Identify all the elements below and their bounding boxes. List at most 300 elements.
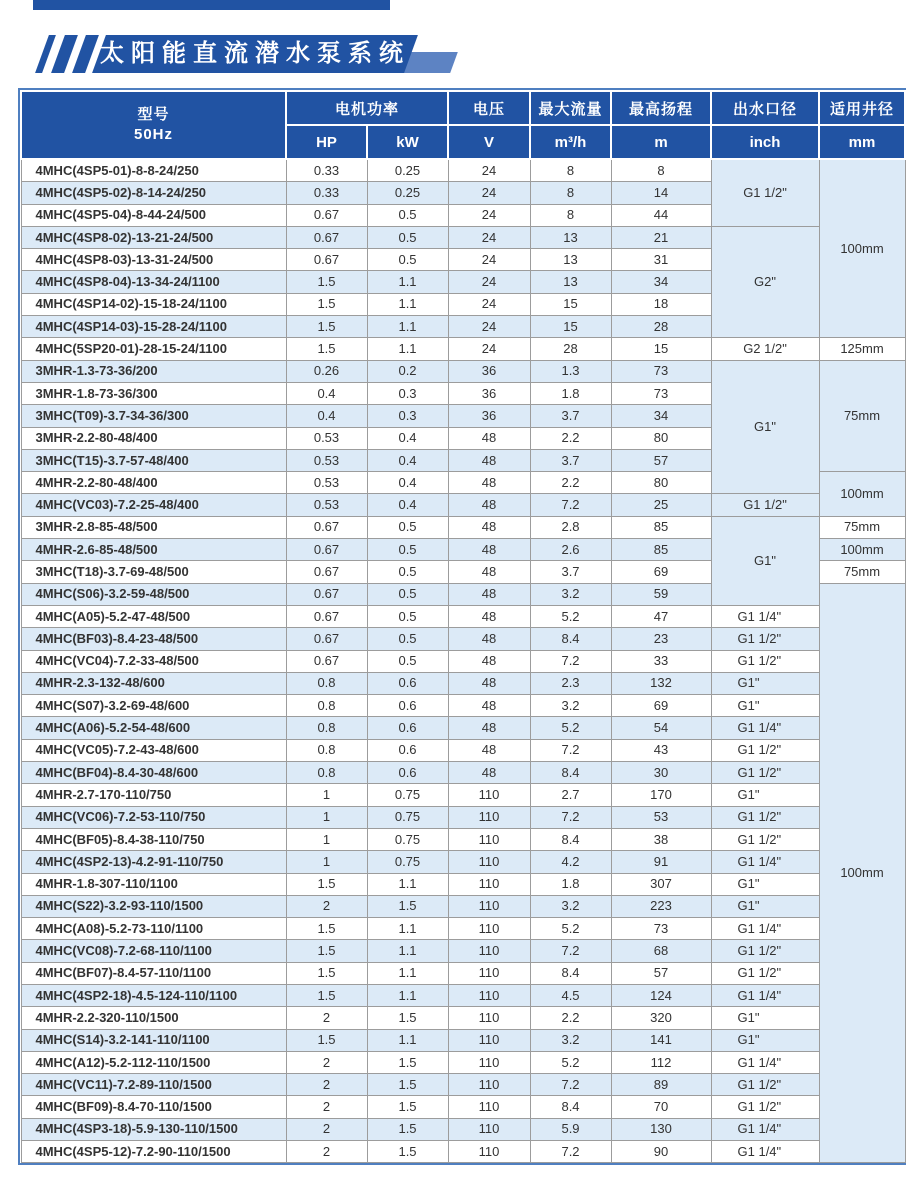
model-cell: 4MHC(4SP14-02)-15-18-24/1100 bbox=[21, 293, 286, 315]
table-row bbox=[21, 338, 905, 360]
hp-cell: 0.4 bbox=[286, 405, 367, 427]
table-row bbox=[21, 1141, 905, 1163]
kw-cell: 1.5 bbox=[367, 1051, 448, 1073]
hp-cell: 1 bbox=[286, 784, 367, 806]
model-cell: 4MHC(VC06)-7.2-53-110/750 bbox=[21, 806, 286, 828]
kw-cell: 0.6 bbox=[367, 695, 448, 717]
model-cell: 4MHC(BF03)-8.4-23-48/500 bbox=[21, 628, 286, 650]
hp-cell: 1.5 bbox=[286, 962, 367, 984]
head-cell: 73 bbox=[611, 918, 711, 940]
flow-cell: 2.7 bbox=[530, 784, 611, 806]
kw-cell: 0.6 bbox=[367, 739, 448, 761]
head-cell: 85 bbox=[611, 516, 711, 538]
kw-cell: 1.5 bbox=[367, 1096, 448, 1118]
page-banner bbox=[0, 35, 520, 73]
head-cell: 21 bbox=[611, 226, 711, 248]
hp-cell: 1.5 bbox=[286, 918, 367, 940]
voltage-cell: 110 bbox=[448, 918, 530, 940]
voltage-cell: 110 bbox=[448, 1074, 530, 1096]
voltage-cell: 110 bbox=[448, 873, 530, 895]
header-unit-m: m bbox=[611, 125, 711, 159]
hp-cell: 0.33 bbox=[286, 159, 367, 182]
table-row bbox=[21, 851, 905, 873]
model-cell: 4MHC(A08)-5.2-73-110/1100 bbox=[21, 918, 286, 940]
hp-cell: 1.5 bbox=[286, 873, 367, 895]
model-cell: 4MHR-1.8-307-110/1100 bbox=[21, 873, 286, 895]
voltage-cell: 48 bbox=[448, 516, 530, 538]
model-cell: 4MHC(A05)-5.2-47-48/500 bbox=[21, 605, 286, 627]
voltage-cell: 110 bbox=[448, 1096, 530, 1118]
header-unit-m3h: m³/h bbox=[530, 125, 611, 159]
table-row bbox=[21, 806, 905, 828]
flow-cell: 1.8 bbox=[530, 873, 611, 895]
well-cell: 75mm bbox=[819, 360, 905, 471]
flow-cell: 3.7 bbox=[530, 561, 611, 583]
voltage-cell: 48 bbox=[448, 472, 530, 494]
hp-cell: 0.67 bbox=[286, 650, 367, 672]
head-cell: 54 bbox=[611, 717, 711, 739]
header-well-diameter: 适用井径 bbox=[819, 91, 905, 125]
head-cell: 38 bbox=[611, 828, 711, 850]
voltage-cell: 110 bbox=[448, 895, 530, 917]
kw-cell: 0.5 bbox=[367, 561, 448, 583]
head-cell: 59 bbox=[611, 583, 711, 605]
table-row bbox=[21, 605, 905, 627]
hp-cell: 1.5 bbox=[286, 984, 367, 1006]
voltage-cell: 48 bbox=[448, 762, 530, 784]
header-motor-power: 电机功率 bbox=[286, 91, 448, 125]
hp-cell: 0.67 bbox=[286, 583, 367, 605]
table-row bbox=[21, 828, 905, 850]
hp-cell: 0.67 bbox=[286, 516, 367, 538]
voltage-cell: 48 bbox=[448, 717, 530, 739]
well-cell: 75mm bbox=[819, 516, 905, 538]
voltage-cell: 48 bbox=[448, 539, 530, 561]
flow-cell: 2.2 bbox=[530, 472, 611, 494]
head-cell: 30 bbox=[611, 762, 711, 784]
voltage-cell: 24 bbox=[448, 249, 530, 271]
outlet-cell: G1 1/2" bbox=[711, 739, 819, 761]
flow-cell: 7.2 bbox=[530, 1074, 611, 1096]
hp-cell: 0.4 bbox=[286, 382, 367, 404]
flow-cell: 8 bbox=[530, 204, 611, 226]
head-cell: 170 bbox=[611, 784, 711, 806]
head-cell: 14 bbox=[611, 182, 711, 204]
kw-cell: 0.6 bbox=[367, 672, 448, 694]
header-model-frequency: 50Hz bbox=[133, 126, 174, 143]
table-row bbox=[21, 895, 905, 917]
voltage-cell: 110 bbox=[448, 828, 530, 850]
head-cell: 44 bbox=[611, 204, 711, 226]
hp-cell: 0.53 bbox=[286, 427, 367, 449]
table-row bbox=[21, 984, 905, 1006]
hp-cell: 2 bbox=[286, 1118, 367, 1140]
well-cell: 100mm bbox=[819, 159, 905, 338]
head-cell: 15 bbox=[611, 338, 711, 360]
model-cell: 4MHC(4SP5-01)-8-8-24/250 bbox=[21, 159, 286, 182]
header-max-flow: 最大流量 bbox=[530, 91, 611, 125]
kw-cell: 1.1 bbox=[367, 293, 448, 315]
outlet-cell: G1 1/2" bbox=[711, 628, 819, 650]
kw-cell: 0.5 bbox=[367, 650, 448, 672]
voltage-cell: 48 bbox=[448, 605, 530, 627]
kw-cell: 0.5 bbox=[367, 249, 448, 271]
hp-cell: 1.5 bbox=[286, 293, 367, 315]
kw-cell: 0.75 bbox=[367, 784, 448, 806]
model-cell: 3MHR-2.8-85-48/500 bbox=[21, 516, 286, 538]
flow-cell: 7.2 bbox=[530, 494, 611, 516]
flow-cell: 8.4 bbox=[530, 1096, 611, 1118]
kw-cell: 0.25 bbox=[367, 182, 448, 204]
voltage-cell: 48 bbox=[448, 583, 530, 605]
voltage-cell: 110 bbox=[448, 1118, 530, 1140]
outlet-cell: G1 1/2" bbox=[711, 828, 819, 850]
head-cell: 53 bbox=[611, 806, 711, 828]
head-cell: 112 bbox=[611, 1051, 711, 1073]
voltage-cell: 110 bbox=[448, 1007, 530, 1029]
table-row bbox=[21, 695, 905, 717]
model-cell: 4MHC(4SP8-04)-13-34-24/1100 bbox=[21, 271, 286, 293]
hp-cell: 0.67 bbox=[286, 204, 367, 226]
flow-cell: 4.2 bbox=[530, 851, 611, 873]
top-accent-bar bbox=[33, 0, 390, 10]
voltage-cell: 110 bbox=[448, 940, 530, 962]
head-cell: 141 bbox=[611, 1029, 711, 1051]
kw-cell: 0.4 bbox=[367, 427, 448, 449]
model-cell: 4MHR-2.2-80-48/400 bbox=[21, 472, 286, 494]
head-cell: 68 bbox=[611, 940, 711, 962]
page-title: 太阳能直流潜水泵系统 bbox=[100, 40, 410, 67]
model-cell: 4MHC(VC11)-7.2-89-110/1500 bbox=[21, 1074, 286, 1096]
model-cell: 4MHC(S06)-3.2-59-48/500 bbox=[21, 583, 286, 605]
voltage-cell: 48 bbox=[448, 628, 530, 650]
hp-cell: 0.53 bbox=[286, 472, 367, 494]
outlet-cell: G1" bbox=[711, 695, 819, 717]
voltage-cell: 110 bbox=[448, 806, 530, 828]
hp-cell: 0.8 bbox=[286, 672, 367, 694]
kw-cell: 1.5 bbox=[367, 1141, 448, 1163]
table-row bbox=[21, 762, 905, 784]
flow-cell: 8 bbox=[530, 159, 611, 182]
voltage-cell: 110 bbox=[448, 1141, 530, 1163]
outlet-cell: G1" bbox=[711, 672, 819, 694]
hp-cell: 1 bbox=[286, 806, 367, 828]
outlet-cell: G1 1/2" bbox=[711, 806, 819, 828]
kw-cell: 0.75 bbox=[367, 828, 448, 850]
outlet-cell: G1 1/2" bbox=[711, 1096, 819, 1118]
outlet-cell: G1" bbox=[711, 873, 819, 895]
flow-cell: 3.2 bbox=[530, 895, 611, 917]
voltage-cell: 24 bbox=[448, 159, 530, 182]
head-cell: 320 bbox=[611, 1007, 711, 1029]
head-cell: 34 bbox=[611, 271, 711, 293]
model-cell: 4MHC(4SP2-13)-4.2-91-110/750 bbox=[21, 851, 286, 873]
head-cell: 23 bbox=[611, 628, 711, 650]
model-cell: 4MHC(BF07)-8.4-57-110/1100 bbox=[21, 962, 286, 984]
outlet-cell: G1 1/4" bbox=[711, 605, 819, 627]
kw-cell: 0.4 bbox=[367, 472, 448, 494]
outlet-cell: G1 1/4" bbox=[711, 1118, 819, 1140]
flow-cell: 5.2 bbox=[530, 605, 611, 627]
model-cell: 4MHC(VC05)-7.2-43-48/600 bbox=[21, 739, 286, 761]
kw-cell: 1.1 bbox=[367, 316, 448, 338]
kw-cell: 0.5 bbox=[367, 539, 448, 561]
outlet-cell: G1" bbox=[711, 1029, 819, 1051]
hp-cell: 0.8 bbox=[286, 762, 367, 784]
head-cell: 69 bbox=[611, 561, 711, 583]
model-cell: 4MHC(BF04)-8.4-30-48/600 bbox=[21, 762, 286, 784]
kw-cell: 1.5 bbox=[367, 1007, 448, 1029]
hp-cell: 0.8 bbox=[286, 739, 367, 761]
table-row bbox=[21, 516, 905, 538]
voltage-cell: 48 bbox=[448, 695, 530, 717]
table-row bbox=[21, 672, 905, 694]
model-cell: 4MHC(4SP14-03)-15-28-24/1100 bbox=[21, 316, 286, 338]
voltage-cell: 110 bbox=[448, 851, 530, 873]
outlet-cell: G1" bbox=[711, 360, 819, 494]
model-cell: 4MHC(VC04)-7.2-33-48/500 bbox=[21, 650, 286, 672]
table-row bbox=[21, 873, 905, 895]
head-cell: 69 bbox=[611, 695, 711, 717]
model-cell: 4MHC(4SP8-02)-13-21-24/500 bbox=[21, 226, 286, 248]
model-cell: 4MHC(BF05)-8.4-38-110/750 bbox=[21, 828, 286, 850]
outlet-cell: G1" bbox=[711, 516, 819, 605]
model-cell: 4MHR-2.7-170-110/750 bbox=[21, 784, 286, 806]
hp-cell: 1 bbox=[286, 828, 367, 850]
kw-cell: 1.1 bbox=[367, 962, 448, 984]
head-cell: 85 bbox=[611, 539, 711, 561]
hp-cell: 1.5 bbox=[286, 1029, 367, 1051]
voltage-cell: 24 bbox=[448, 293, 530, 315]
kw-cell: 1.1 bbox=[367, 940, 448, 962]
voltage-cell: 24 bbox=[448, 316, 530, 338]
header-voltage: 电压 bbox=[448, 91, 530, 125]
voltage-cell: 110 bbox=[448, 784, 530, 806]
kw-cell: 0.5 bbox=[367, 516, 448, 538]
flow-cell: 2.3 bbox=[530, 672, 611, 694]
flow-cell: 8.4 bbox=[530, 762, 611, 784]
voltage-cell: 24 bbox=[448, 204, 530, 226]
head-cell: 70 bbox=[611, 1096, 711, 1118]
model-cell: 4MHC(4SP5-12)-7.2-90-110/1500 bbox=[21, 1141, 286, 1163]
outlet-cell: G1 1/4" bbox=[711, 717, 819, 739]
table-row bbox=[21, 628, 905, 650]
head-cell: 57 bbox=[611, 449, 711, 471]
flow-cell: 1.3 bbox=[530, 360, 611, 382]
well-cell: 75mm bbox=[819, 561, 905, 583]
hp-cell: 0.8 bbox=[286, 695, 367, 717]
model-cell: 3MHC(T15)-3.7-57-48/400 bbox=[21, 449, 286, 471]
table-row bbox=[21, 650, 905, 672]
head-cell: 73 bbox=[611, 382, 711, 404]
flow-cell: 5.2 bbox=[530, 918, 611, 940]
kw-cell: 1.1 bbox=[367, 271, 448, 293]
head-cell: 47 bbox=[611, 605, 711, 627]
well-cell: 100mm bbox=[819, 583, 905, 1163]
voltage-cell: 36 bbox=[448, 405, 530, 427]
header-unit-hp: HP bbox=[286, 125, 367, 159]
hp-cell: 2 bbox=[286, 895, 367, 917]
kw-cell: 1.5 bbox=[367, 1118, 448, 1140]
outlet-cell: G1 1/2" bbox=[711, 159, 819, 226]
flow-cell: 15 bbox=[530, 316, 611, 338]
model-cell: 4MHC(VC08)-7.2-68-110/1100 bbox=[21, 940, 286, 962]
model-cell: 4MHC(4SP5-04)-8-44-24/500 bbox=[21, 204, 286, 226]
kw-cell: 0.2 bbox=[367, 360, 448, 382]
hp-cell: 2 bbox=[286, 1096, 367, 1118]
flow-cell: 8.4 bbox=[530, 828, 611, 850]
table-row bbox=[21, 1074, 905, 1096]
flow-cell: 2.2 bbox=[530, 1007, 611, 1029]
flow-cell: 7.2 bbox=[530, 650, 611, 672]
kw-cell: 1.5 bbox=[367, 1074, 448, 1096]
flow-cell: 1.8 bbox=[530, 382, 611, 404]
outlet-cell: G1 1/2" bbox=[711, 650, 819, 672]
table-row bbox=[21, 940, 905, 962]
well-cell: 100mm bbox=[819, 539, 905, 561]
flow-cell: 3.7 bbox=[530, 449, 611, 471]
outlet-cell: G1 1/2" bbox=[711, 1074, 819, 1096]
head-cell: 130 bbox=[611, 1118, 711, 1140]
hp-cell: 1.5 bbox=[286, 338, 367, 360]
model-cell: 4MHC(4SP3-18)-5.9-130-110/1500 bbox=[21, 1118, 286, 1140]
kw-cell: 0.5 bbox=[367, 204, 448, 226]
spec-table-body bbox=[21, 159, 905, 1163]
pump-spec-table bbox=[20, 90, 906, 1163]
head-cell: 91 bbox=[611, 851, 711, 873]
hp-cell: 0.53 bbox=[286, 449, 367, 471]
kw-cell: 0.4 bbox=[367, 449, 448, 471]
hp-cell: 0.53 bbox=[286, 494, 367, 516]
spec-table-header bbox=[21, 91, 905, 159]
hp-cell: 2 bbox=[286, 1074, 367, 1096]
table-row bbox=[21, 226, 905, 248]
hp-cell: 0.67 bbox=[286, 249, 367, 271]
model-cell: 3MHR-1.3-73-36/200 bbox=[21, 360, 286, 382]
model-cell: 3MHR-2.2-80-48/400 bbox=[21, 427, 286, 449]
well-cell: 100mm bbox=[819, 472, 905, 517]
model-cell: 4MHC(4SP2-18)-4.5-124-110/1100 bbox=[21, 984, 286, 1006]
kw-cell: 0.5 bbox=[367, 605, 448, 627]
header-model bbox=[21, 91, 286, 159]
voltage-cell: 48 bbox=[448, 561, 530, 583]
flow-cell: 5.2 bbox=[530, 717, 611, 739]
head-cell: 124 bbox=[611, 984, 711, 1006]
outlet-cell: G1" bbox=[711, 895, 819, 917]
hp-cell: 1.5 bbox=[286, 316, 367, 338]
model-cell: 4MHC(4SP8-03)-13-31-24/500 bbox=[21, 249, 286, 271]
hp-cell: 0.67 bbox=[286, 226, 367, 248]
model-cell: 4MHC(BF09)-8.4-70-110/1500 bbox=[21, 1096, 286, 1118]
kw-cell: 1.1 bbox=[367, 1029, 448, 1051]
table-row bbox=[21, 360, 905, 382]
head-cell: 80 bbox=[611, 427, 711, 449]
flow-cell: 13 bbox=[530, 249, 611, 271]
table-row bbox=[21, 1007, 905, 1029]
hp-cell: 1.5 bbox=[286, 940, 367, 962]
kw-cell: 0.6 bbox=[367, 717, 448, 739]
model-cell: 4MHC(5SP20-01)-28-15-24/1100 bbox=[21, 338, 286, 360]
kw-cell: 0.5 bbox=[367, 226, 448, 248]
table-row bbox=[21, 494, 905, 516]
kw-cell: 0.4 bbox=[367, 494, 448, 516]
hp-cell: 2 bbox=[286, 1051, 367, 1073]
kw-cell: 1.5 bbox=[367, 895, 448, 917]
voltage-cell: 36 bbox=[448, 382, 530, 404]
voltage-cell: 24 bbox=[448, 226, 530, 248]
flow-cell: 7.2 bbox=[530, 806, 611, 828]
head-cell: 307 bbox=[611, 873, 711, 895]
hp-cell: 2 bbox=[286, 1141, 367, 1163]
kw-cell: 1.1 bbox=[367, 338, 448, 360]
kw-cell: 0.75 bbox=[367, 806, 448, 828]
head-cell: 31 bbox=[611, 249, 711, 271]
hp-cell: 0.67 bbox=[286, 539, 367, 561]
voltage-cell: 24 bbox=[448, 271, 530, 293]
table-row bbox=[21, 717, 905, 739]
voltage-cell: 36 bbox=[448, 360, 530, 382]
head-cell: 80 bbox=[611, 472, 711, 494]
outlet-cell: G2 1/2" bbox=[711, 338, 819, 360]
voltage-cell: 48 bbox=[448, 427, 530, 449]
flow-cell: 13 bbox=[530, 271, 611, 293]
table-row bbox=[21, 739, 905, 761]
outlet-cell: G2" bbox=[711, 226, 819, 337]
kw-cell: 0.5 bbox=[367, 583, 448, 605]
model-cell: 4MHR-2.6-85-48/500 bbox=[21, 539, 286, 561]
flow-cell: 7.2 bbox=[530, 940, 611, 962]
model-cell: 4MHC(A12)-5.2-112-110/1500 bbox=[21, 1051, 286, 1073]
flow-cell: 3.2 bbox=[530, 695, 611, 717]
header-model-label: 型号 bbox=[137, 106, 170, 123]
head-cell: 57 bbox=[611, 962, 711, 984]
header-outlet-diameter: 出水口径 bbox=[711, 91, 819, 125]
model-cell: 3MHR-1.8-73-36/300 bbox=[21, 382, 286, 404]
voltage-cell: 24 bbox=[448, 182, 530, 204]
kw-cell: 0.5 bbox=[367, 628, 448, 650]
kw-cell: 1.1 bbox=[367, 984, 448, 1006]
table-row bbox=[21, 1096, 905, 1118]
outlet-cell: G1 1/2" bbox=[711, 494, 819, 516]
kw-cell: 0.25 bbox=[367, 159, 448, 182]
flow-cell: 8.4 bbox=[530, 962, 611, 984]
flow-cell: 7.2 bbox=[530, 739, 611, 761]
kw-cell: 0.75 bbox=[367, 851, 448, 873]
table-row bbox=[21, 1051, 905, 1073]
head-cell: 28 bbox=[611, 316, 711, 338]
hp-cell: 1.5 bbox=[286, 271, 367, 293]
outlet-cell: G1 1/2" bbox=[711, 762, 819, 784]
head-cell: 89 bbox=[611, 1074, 711, 1096]
hp-cell: 0.67 bbox=[286, 628, 367, 650]
flow-cell: 2.8 bbox=[530, 516, 611, 538]
outlet-cell: G1" bbox=[711, 1007, 819, 1029]
voltage-cell: 110 bbox=[448, 1029, 530, 1051]
flow-cell: 8.4 bbox=[530, 628, 611, 650]
outlet-cell: G1 1/4" bbox=[711, 984, 819, 1006]
head-cell: 43 bbox=[611, 739, 711, 761]
head-cell: 132 bbox=[611, 672, 711, 694]
model-cell: 4MHC(4SP5-02)-8-14-24/250 bbox=[21, 182, 286, 204]
kw-cell: 0.3 bbox=[367, 405, 448, 427]
flow-cell: 2.6 bbox=[530, 539, 611, 561]
flow-cell: 3.2 bbox=[530, 1029, 611, 1051]
outlet-cell: G1 1/4" bbox=[711, 851, 819, 873]
head-cell: 33 bbox=[611, 650, 711, 672]
head-cell: 25 bbox=[611, 494, 711, 516]
head-cell: 90 bbox=[611, 1141, 711, 1163]
hp-cell: 0.67 bbox=[286, 605, 367, 627]
